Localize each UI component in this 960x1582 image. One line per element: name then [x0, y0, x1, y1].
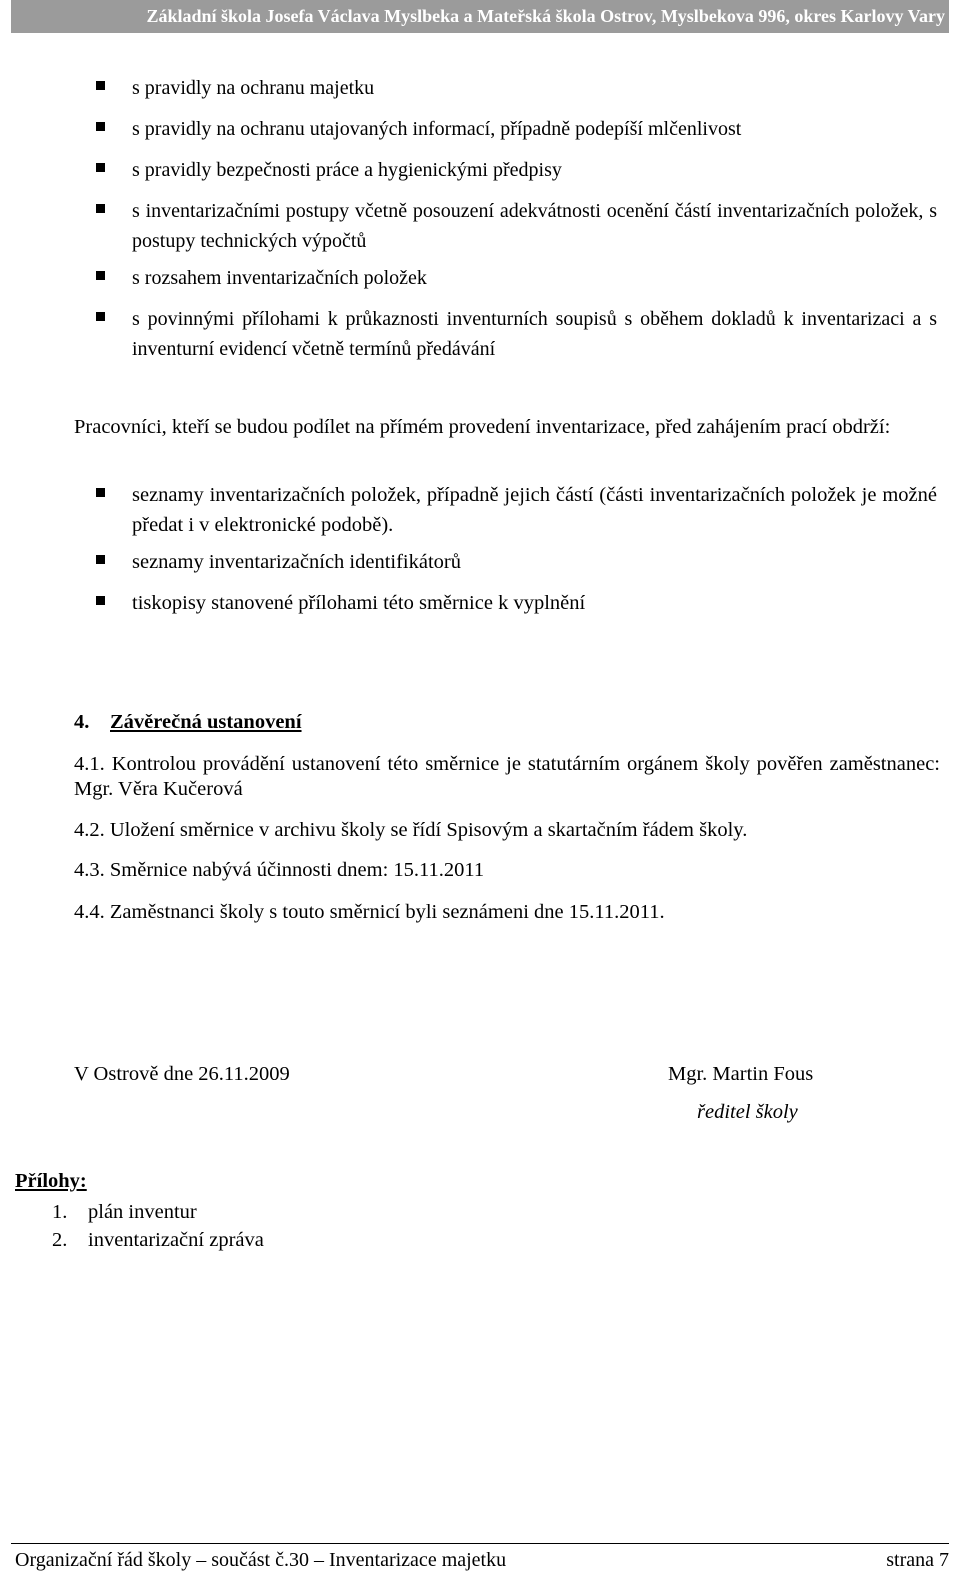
clause-number: 4.3.	[74, 859, 105, 881]
attachments-heading: Přílohy:	[15, 1170, 87, 1192]
list-item: tiskopisy stanovené přílohami této směrnice k vyplnění	[132, 588, 937, 618]
clause-4-2	[74, 818, 747, 843]
clause-number: 4.2.	[74, 819, 105, 841]
list-item: seznamy inventarizačních položek, případně jejich částí (části inventarizačních položek je možné předat i v elektronické podobě).	[132, 480, 937, 540]
list-item: 1. plán inventur	[52, 1201, 197, 1223]
bullet-icon	[96, 555, 105, 564]
list-item: seznamy inventarizačních identifikátorů	[132, 547, 937, 577]
clause-4-4	[74, 900, 665, 925]
section-number: 4.	[74, 711, 90, 733]
section-title: Závěrečná ustanovení	[110, 711, 302, 733]
clause-text: Zaměstnanci školy s touto směrnicí byli seznámeni dne 15.11.2011.	[109, 901, 665, 923]
bullet-list-materials	[132, 480, 937, 629]
bullet-icon	[96, 81, 105, 90]
bullet-list-rules	[132, 73, 937, 375]
list-item: s povinnými přílohami k průkaznosti inventurních soupisů s oběhem dokladů k inventarizaci a s inventurní evidencí včetně termínů předávání	[132, 304, 937, 364]
bullet-icon	[96, 271, 105, 280]
footer-page-number: strana 7	[886, 1549, 949, 1571]
clause-number: 4.4.	[74, 901, 105, 923]
list-item: s pravidly bezpečnosti práce a hygienickými předpisy	[132, 155, 937, 185]
signature-place-date: V Ostrově dne 26.11.2009	[74, 1063, 290, 1085]
list-item: s pravidly na ochranu majetku	[132, 73, 937, 103]
bullet-icon	[96, 204, 105, 213]
bullet-icon	[96, 163, 105, 172]
list-item: s pravidly na ochranu utajovaných informací, případně podepíší mlčenlivost	[132, 114, 937, 144]
list-item: s inventarizačními postupy včetně posouzení adekvátnosti ocenění částí inventarizačních položek, s postupy technických výpočtů	[132, 196, 937, 256]
list-item: s rozsahem inventarizačních položek	[132, 263, 937, 293]
section-heading	[74, 711, 302, 734]
signature-role: ředitel školy	[697, 1101, 798, 1123]
list-item: 2. inventarizační zpráva	[52, 1229, 264, 1251]
bullet-icon	[96, 122, 105, 131]
clause-4-1-body: Kontrolou provádění ustanovení této směrnice je statutárním orgánem školy pověřen zaměstnanec: Mgr. Věra Kučerová	[74, 753, 940, 800]
footer-document-title: Organizační řád školy – součást č.30 – Inventarizace majetku	[15, 1549, 507, 1571]
clause-number: 4.1.	[74, 753, 105, 775]
attachments-list	[52, 1198, 264, 1254]
signature-name: Mgr. Martin Fous	[668, 1063, 814, 1085]
clause-4-3	[74, 858, 484, 883]
clause-text: Směrnice nabývá účinnosti dnem: 15.11.2011	[109, 859, 485, 881]
clause-text: Uložení směrnice v archivu školy se řídí Spisovým a skartačním řádem školy.	[109, 819, 748, 841]
intro-paragraph: Pracovníci, kteří se budou podílet na přímém provedení inventarizace, před zahájením prací obdrží:	[74, 416, 891, 438]
bullet-icon	[96, 312, 105, 321]
page-header: Základní škola Josefa Václava Myslbeka a Mateřská škola Ostrov, Myslbekova 996, okres Karlovy Vary	[11, 0, 949, 33]
bullet-icon	[96, 596, 105, 605]
bullet-icon	[96, 488, 105, 497]
